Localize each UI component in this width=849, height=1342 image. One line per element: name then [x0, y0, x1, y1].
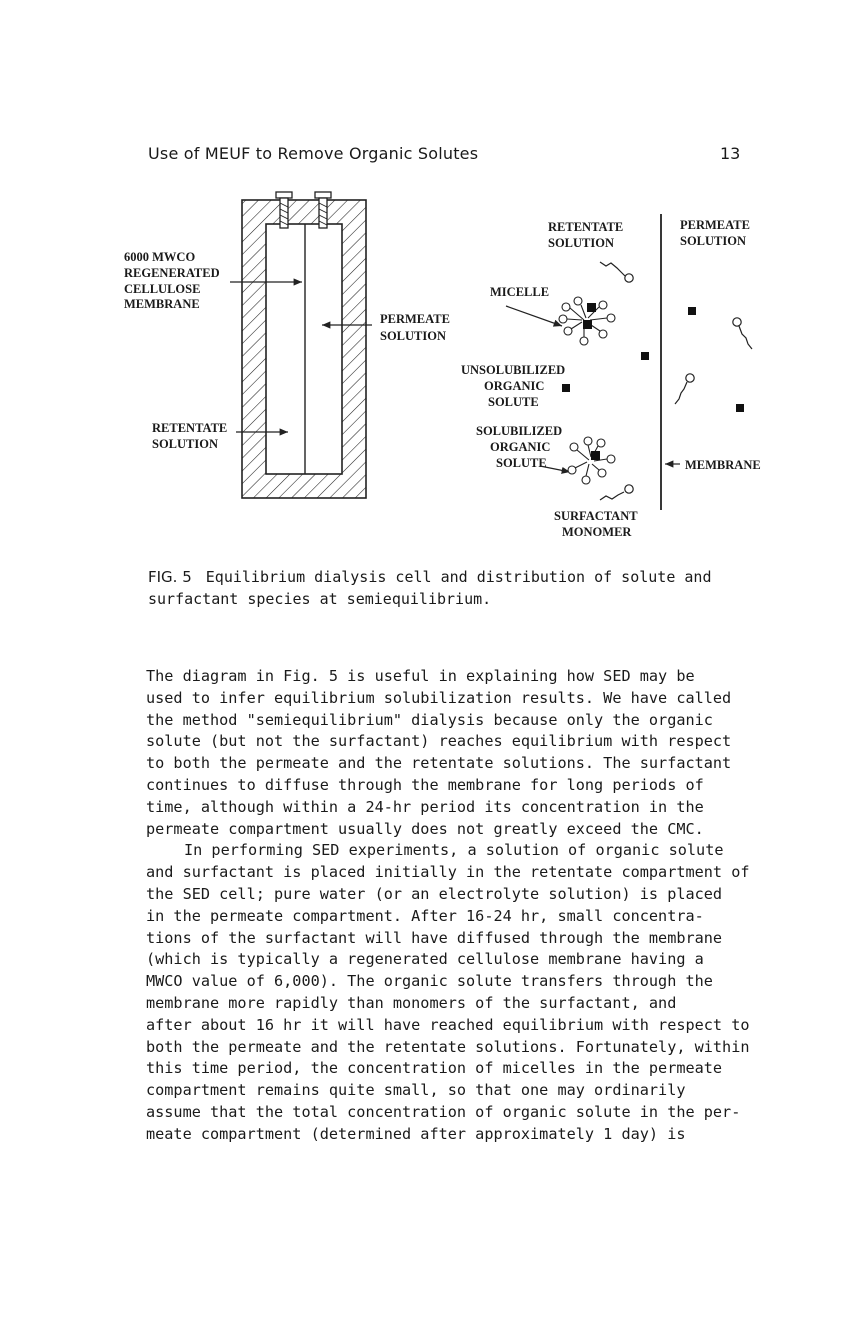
label-unsolubilized-3: SOLUTE — [488, 395, 539, 409]
micelle-solute — [587, 303, 596, 312]
running-title: Use of MEUF to Remove Organic Solutes — [148, 144, 479, 163]
surfactant-monomer-icon — [600, 262, 633, 282]
solute-square-retentate-2 — [562, 384, 570, 392]
label-solubilized-2: ORGANIC — [490, 440, 551, 454]
paragraph-1: The diagram in Fig. 5 is useful in explaining how SED may be used to infer equilibrium solubilization results. We have called the method "semiequilibrium" dialysis because only the organic solute (but not the surfactant) reaches equilibrium with respect to both the permeate and the retentate solutions. The surfactant continues to diffuse through the membrane for long periods of time, although within a 24-hr period its concentration in the permeate compartment usually does not greatly exceed the CMC. — [146, 667, 732, 838]
surfactant-monomer-icon — [600, 485, 633, 500]
surfactant-monomer-icon — [675, 374, 694, 404]
label-membrane-3: CELLULOSE — [124, 282, 201, 296]
micelle-icon — [568, 437, 615, 484]
label-cell-permeate-2: SOLUTION — [380, 329, 446, 343]
figure-caption — [148, 566, 758, 610]
paragraph-2: In performing SED experiments, a solution of organic solute and surfactant is placed initially in the retentate compartment of the SED cell; pure water (or an electrolyte solution) is placed in the permeate compartment. After 16-24 hr, small concentra- tions of the surfactant will have diffused through the membrane (which is typically a regenerated cellulose membrane having a MWCO value of 6,000). The organic solute transfers through the membrane more rapidly than monomers of the surfactant, and after about 16 hr it will have reached equilibrium with respect to both the permeate and the retentate solutions. Fortunately, within this time period, the concentration of micelles in the permeate compartment remains quite small, so that one may ordinarily assume that the total concentration of organic solute in the per- meate compartment (determined after approximately 1 day) is — [146, 841, 750, 1143]
label-surfactant-monomer-2: MONOMER — [562, 525, 632, 539]
label-retentate-solution-2: SOLUTION — [548, 236, 614, 250]
label-retentate-solution-1: RETENTATE — [548, 220, 624, 234]
micelle-icon — [559, 297, 615, 345]
caption-text: Equilibrium dialysis cell and distribution of solute and surfactant species at semiequilibrium. — [148, 568, 712, 608]
label-membrane-1: 6000 MWCO — [124, 250, 196, 264]
label-membrane: MEMBRANE — [685, 458, 761, 472]
label-solubilized-3: SOLUTE — [496, 456, 547, 470]
label-cell-retentate-1: RETENTATE — [152, 421, 228, 435]
label-unsolubilized-1: UNSOLUBILIZED — [461, 363, 566, 377]
label-membrane-2: REGENERATED — [124, 266, 220, 280]
solute-square-retentate-1 — [641, 352, 649, 360]
label-micelle: MICELLE — [490, 285, 550, 299]
caption-figure-id: FIG. 5 — [148, 568, 192, 586]
solute-square-permeate-1 — [688, 307, 696, 315]
label-surfactant-monomer-1: SURFACTANT — [554, 509, 638, 523]
page-number: 13 — [720, 144, 741, 163]
label-cell-retentate-2: SOLUTION — [152, 437, 218, 451]
label-cell-permeate-1: PERMEATE — [380, 312, 450, 326]
label-permeate-solution-1: PERMEATE — [680, 218, 750, 232]
label-permeate-solution-2: SOLUTION — [680, 234, 746, 248]
dialysis-cell — [124, 192, 450, 498]
micelle-solute — [591, 451, 600, 460]
micelle-pointer — [506, 306, 562, 326]
label-unsolubilized-2: ORGANIC — [484, 379, 545, 393]
figure-5 — [0, 0, 849, 560]
surfactant-monomer-icon — [733, 318, 752, 349]
body-text — [146, 666, 766, 1146]
solute-square-permeate-2 — [736, 404, 744, 412]
label-solubilized-1: SOLUBILIZED — [476, 424, 563, 438]
label-membrane-4: MEMBRANE — [124, 297, 200, 311]
species-distribution — [461, 214, 761, 539]
